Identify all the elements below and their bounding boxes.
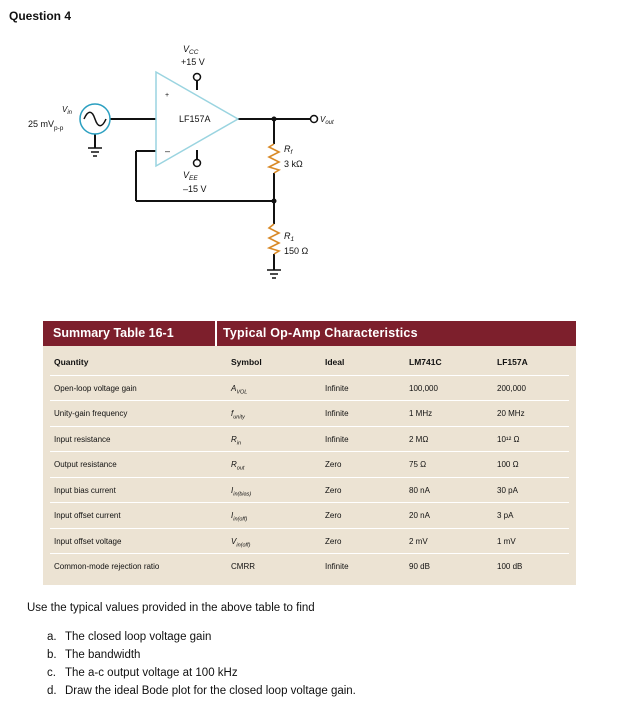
vout-terminal bbox=[311, 116, 318, 123]
cell-lm741c: 100,000 bbox=[409, 383, 438, 393]
col-header-symbol: Symbol bbox=[231, 357, 262, 367]
cell-quantity: Input offset voltage bbox=[54, 536, 122, 546]
vcc-label: $V_{CC}$ bbox=[183, 44, 199, 56]
rf-resistor-icon bbox=[269, 144, 279, 173]
cell-quantity: Input resistance bbox=[54, 434, 111, 444]
table-row bbox=[43, 529, 576, 555]
cell-lf157a: 100 Ω bbox=[497, 460, 519, 469]
op-amp-circuit-diagram bbox=[0, 0, 625, 300]
col-header-ideal: Ideal bbox=[325, 357, 345, 367]
vcc-value: +15 V bbox=[181, 57, 205, 67]
table-row bbox=[43, 503, 576, 529]
cell-ideal: Infinite bbox=[325, 409, 349, 418]
opamp-label: LF157A bbox=[179, 114, 211, 124]
cell-quantity: Input offset current bbox=[54, 511, 121, 520]
r1-value: 150 Ω bbox=[284, 246, 309, 256]
r1-resistor-icon bbox=[269, 224, 279, 254]
vout-label: $V_{out}$ bbox=[320, 115, 334, 126]
col-header-lf157a: LF157A bbox=[497, 357, 528, 367]
cell-lm741c: 80 nA bbox=[409, 485, 430, 495]
instruction-text: Use the typical values provided in the above table to find bbox=[27, 602, 315, 614]
ground-icon-r1 bbox=[267, 270, 281, 278]
r1-label: $R_1$ bbox=[284, 231, 295, 243]
cell-lf157a: 10¹² Ω bbox=[497, 434, 520, 444]
vin-label: $V_{in}$ bbox=[62, 105, 73, 116]
vin-value: 25 $mV_{p-p}$ bbox=[28, 119, 64, 132]
cell-ideal: Zero bbox=[325, 536, 342, 546]
table-row bbox=[43, 452, 576, 478]
vcc-terminal bbox=[194, 74, 201, 81]
cell-lf157a: 100 dB bbox=[497, 562, 523, 571]
table-row bbox=[43, 401, 576, 427]
cell-lf157a: 200,000 bbox=[497, 383, 526, 393]
cell-lf157a: 30 pA bbox=[497, 485, 518, 495]
table-header-bar bbox=[43, 321, 576, 346]
table-row bbox=[43, 478, 576, 504]
vee-label: $V_{EE}$ bbox=[183, 170, 198, 182]
cell-symbol: $R_{out}$ bbox=[231, 460, 245, 472]
vee-terminal bbox=[194, 160, 201, 167]
question-item: a. The closed loop voltage gain bbox=[47, 631, 212, 643]
col-header-quantity: Quantity bbox=[54, 357, 89, 367]
cell-ideal: Zero bbox=[325, 485, 342, 495]
cell-symbol: CMRR bbox=[231, 562, 255, 571]
col-header-lm741c: LM741C bbox=[409, 357, 442, 367]
cell-ideal: Infinite bbox=[325, 562, 349, 571]
cell-ideal: Zero bbox=[325, 460, 342, 469]
table-title: Typical Op-Amp Characteristics bbox=[223, 326, 418, 340]
cell-quantity: Unity-gain frequency bbox=[54, 409, 128, 418]
cell-quantity: Output resistance bbox=[54, 460, 117, 469]
minus-input-sign: – bbox=[165, 146, 171, 156]
cell-symbol: $A_{VOL}$ bbox=[231, 383, 248, 396]
question-item: c. The a-c output voltage at 100 kHz bbox=[47, 667, 238, 679]
ground-icon-source bbox=[88, 148, 102, 156]
table-row bbox=[43, 554, 576, 580]
cell-lm741c: 2 mV bbox=[409, 536, 428, 546]
cell-symbol: $I_{in(bias)}$ bbox=[231, 485, 252, 498]
question-title: Question 4 bbox=[9, 9, 72, 23]
table-body bbox=[43, 346, 576, 585]
cell-lm741c: 20 nA bbox=[409, 511, 430, 520]
table-header-row bbox=[43, 350, 576, 376]
summary-table bbox=[43, 321, 576, 585]
rf-label: $R_f$ bbox=[284, 144, 293, 156]
vee-value: –15 V bbox=[183, 184, 207, 194]
cell-symbol: $V_{in(off)}$ bbox=[231, 536, 251, 549]
cell-symbol: $R_{in}$ bbox=[231, 434, 242, 447]
cell-symbol: $I_{in(off)}$ bbox=[231, 511, 248, 523]
cell-ideal: Infinite bbox=[325, 383, 349, 393]
cell-quantity: Open-loop voltage gain bbox=[54, 383, 137, 393]
cell-ideal: Infinite bbox=[325, 434, 349, 444]
cell-symbol: $f_{unity}$ bbox=[231, 409, 245, 421]
cell-lf157a: 3 pA bbox=[497, 511, 514, 520]
question-list bbox=[47, 628, 356, 700]
cell-lm741c: 75 Ω bbox=[409, 460, 427, 469]
cell-lm741c: 2 MΩ bbox=[409, 434, 429, 444]
table-row bbox=[43, 376, 576, 402]
table-number: Summary Table 16-1 bbox=[53, 326, 174, 340]
cell-quantity: Input bias current bbox=[54, 485, 116, 495]
question-item: b. The bandwidth bbox=[47, 649, 141, 661]
cell-quantity: Common-mode rejection ratio bbox=[54, 562, 160, 571]
cell-lf157a: 1 mV bbox=[497, 536, 516, 546]
cell-ideal: Zero bbox=[325, 511, 342, 520]
rf-value: 3 kΩ bbox=[284, 159, 303, 169]
table-row bbox=[43, 427, 576, 453]
cell-lm741c: 90 dB bbox=[409, 562, 430, 571]
cell-lf157a: 20 MHz bbox=[497, 409, 525, 418]
question-item: d. Draw the ideal Bode plot for the closed loop voltage gain. bbox=[47, 685, 356, 697]
cell-lm741c: 1 MHz bbox=[409, 409, 433, 418]
plus-input-sign: + bbox=[165, 92, 170, 99]
